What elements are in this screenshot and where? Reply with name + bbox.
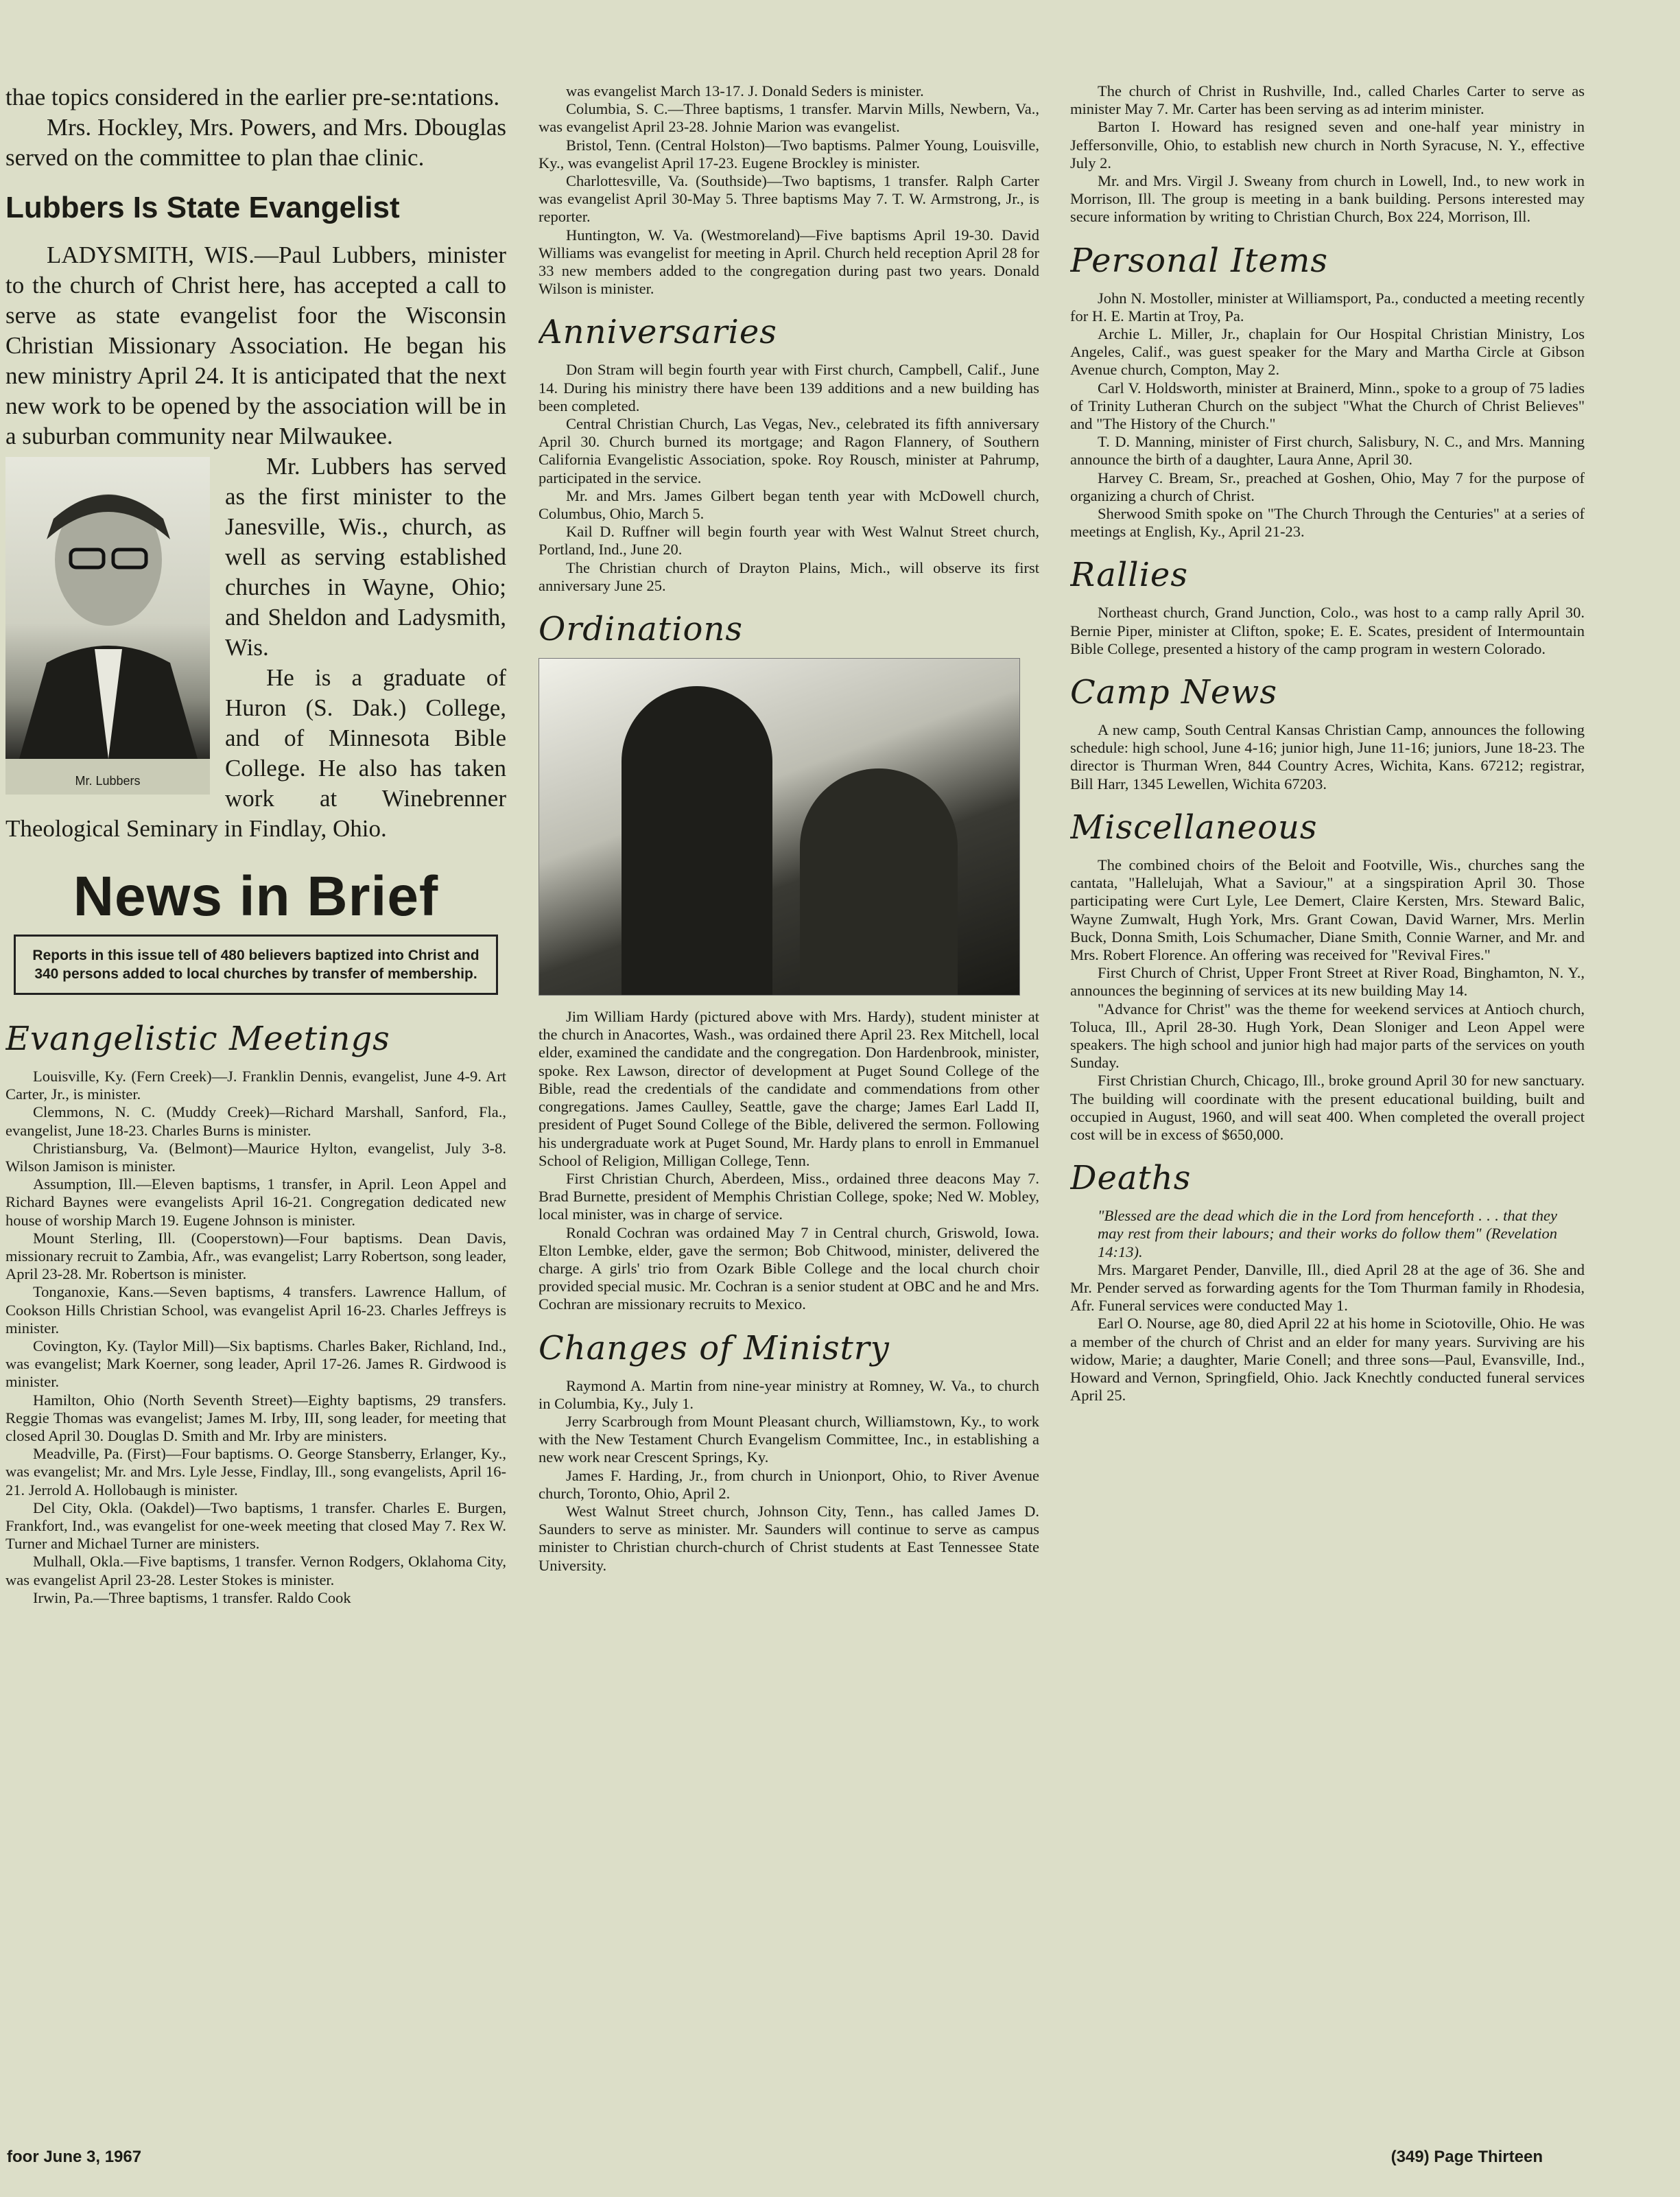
list-item: Charlottesville, Va. (Southside)—Two baptisms, 1 transfer. Ralph Carter was evangelist April 30-May 5. Three baptisms May 7. T. W. Armstrong, Jr., is reporter. <box>539 172 1039 226</box>
list-item: Carl V. Holdsworth, minister at Brainerd, Minn., spoke to a group of 75 ladies of Trinity Lutheran Church on the subject "What the Church of Christ Believes" and "The History of the Church." <box>1070 379 1585 433</box>
lubbers-paragraph-1-text: —Paul Lubbers, minister to the church of Christ here, has accepted a call to serve as state evangelist foor the Wisconsin Christian Missionary Association. He began his new ministry April 24. It is anticipated that the next new work to be opened by the association will be in a suburban community near Milwaukee. <box>5 242 506 449</box>
list-item: Jim William Hardy (pictured above with Mrs. Hardy), student minister at the church in Anacortes, Wash., was ordained there April 23. Rex Mitchell, local elder, examined the candidate and the congregation. Don Hardenbrook, minister, spoke. Rex Lawson, director of development at Puget Sound College of the Bible, read the credentials of the candidate and commendations from other congregations. James Caulley, Seattle, gave the charge; James Earl Ladd II, president of Puget Sound College of the Bible, delivered the sermon. Following his undergraduate work at Puget Sound, Mr. Hardy plans to enroll in Emmanuel School of Religion, Milligan College, Tenn. <box>539 1008 1039 1169</box>
list-item: Archie L. Miller, Jr., chaplain for Our Hospital Christian Ministry, Los Angeles, Calif., was guest speaker for the Mary and Martha Circle at Gibson Avenue church, Compton, May 2. <box>1070 325 1585 379</box>
list-item: was evangelist March 13-17. J. Donald Seders is minister. <box>566 82 924 99</box>
dateline: LADYSMITH, WIS. <box>47 242 255 268</box>
rallies-heading: Rallies <box>1070 556 1188 595</box>
list-item: Columbia, S. C.—Three baptisms, 1 transfer. Marvin Mills, Newbern, Va., was evangelist April 23-28. Johnie Marion was evangelist. <box>539 100 1039 136</box>
list-item: Sherwood Smith spoke on "The Church Through the Centuries" at a series of meetings at English, Ky., April 21-23. <box>1070 505 1585 541</box>
list-item: "Advance for Christ" was the theme for weekend services at Antioch church, Toluca, Ill., April 28-30. Hugh York, Dean Sloniger and Leon Appel were speakers. The high school and junior high had major parts of the services on youth Sunday. <box>1070 1000 1585 1072</box>
list-item: Mount Sterling, Ill. (Cooperstown)—Four baptisms. Dean Davis, missionary recruit to Zambia, Afr., was evangelist; Larry Robertson, song leader, April 23-28. Mr. Robertson is minister. <box>5 1229 506 1283</box>
list-item: Covington, Ky. (Taylor Mill)—Six baptisms. Charles Baker, Richland, Ind., was evangelist; Mark Koerner, song leader, April 17-26. James R. Girdwood is minister. <box>5 1337 506 1391</box>
committee-paragraph: Mrs. Hockley, Mrs. Powers, and Mrs. Dbouglas served on the committee to plan thae clinic. <box>5 114 506 171</box>
photo-figure <box>800 768 958 995</box>
anniversaries-heading: Anniversaries <box>539 313 777 352</box>
list-item: Huntington, W. Va. (Westmoreland)—Five baptisms April 19-30. David Williams was evangelist for meeting in April. Church held reception April 28 for 33 new members added to the congregation during past two years. Donald Wilson is minister. <box>539 226 1039 298</box>
carryover-paragraph: thae topics considered in the earlier pre-se:ntations. <box>5 84 500 110</box>
list-item: Central Christian Church, Las Vegas, Nev., celebrated its fifth anniversary April 30. Church burned its mortgage; and Ragon Flannery, of Southern California Evangelistic Association, spoke. Roy Rousch, minister at Pahrump, participated in the service. <box>539 415 1039 486</box>
deaths-heading: Deaths <box>1070 1159 1192 1198</box>
list-item: Ronald Cochran was ordained May 7 in Central church, Griswold, Iowa. Elton Lembke, elder, gave the sermon; Bob Chitwood, minister, delivered the charge. A girls' trio from Ozark Bible College and the local church choir provided special music. Mr. Cochran is a senior student at OBC and he and Mrs. Cochran are missionary recruits to Mexico. <box>539 1223 1039 1313</box>
lubbers-paragraph-1 <box>5 240 506 451</box>
lubbers-heading: Lubbers Is State Evangelist <box>5 191 400 224</box>
list-item: John N. Mostoller, minister at Williamsport, Pa., conducted a meeting recently for H. E. Martin at Troy, Pa. <box>1070 289 1585 325</box>
list-item: Northeast church, Grand Junction, Colo., was host to a camp rally April 30. Bernie Piper, minister at Clifton, spoke; E. E. Scates, president of Intermountain Bible College, presented a history of the camp program in western Colorado. <box>1070 604 1585 657</box>
list-item: The church of Christ in Rushville, Ind., called Charles Carter to serve as minister May 7. Mr. Carter has been serving as ad interim minister. <box>1070 82 1585 118</box>
list-item: Jerry Scarbrough from Mount Pleasant church, Williamstown, Ky., to work with the New Testament Church Evangelism Committee, Inc., in establishing a new work near Crescent Springs, Ky. <box>539 1412 1039 1466</box>
list-item: The combined choirs of the Beloit and Footville, Wis., churches sang the cantata, "Hallelujah, What a Saviour," at a singspiration April 30. Those participating were Curt Lyle, Lee Demert, Claire Kersten, Mrs. Steward Balic, Wayne Zumwalt, Hugh York, Mrs. Grant Cowan, David Warner, Mrs. Merlin Buck, Donna Smith, Lois Schumacher, Diane Smith, Connie Warner, and Mr. and Mrs. Robert Florence. An offering was received for "Revival Fires." <box>1070 856 1585 963</box>
list-item: Mulhall, Okla.—Five baptisms, 1 transfer. Vernon Rodgers, Oklahoma City, was evangelist April 23-28. Lester Stokes is minister. <box>5 1553 506 1588</box>
portrait-image <box>5 457 210 759</box>
changes-heading: Changes of Ministry <box>539 1328 890 1367</box>
lubbers-paragraph-2: Mr. Lubbers has served as the first minister to the Janesville, Wis., church, as well as serving established churches in Wayne, Ohio; and Sheldon and Ladysmith, Wis. <box>225 453 506 661</box>
list-item: Meadville, Pa. (First)—Four baptisms. O. George Stansberry, Erlanger, Ky., was evangelist; Mr. and Mrs. Lyle Jesse, Findlay, Ill., song evangelists, April 16-21. Jerrold A. Hollobaugh is minister. <box>5 1445 506 1499</box>
footer-page-number: (349) Page Thirteen <box>1391 2148 1543 2166</box>
column-left <box>5 82 506 1607</box>
list-item: Kail D. Ruffner will begin fourth year with West Walnut Street church, Portland, Ind., June 20. <box>539 523 1039 559</box>
list-item: First Christian Church, Aberdeen, Miss., ordained three deacons May 7. Brad Burnette, president of Memphis Christian College, spoke; Ned W. Mobley, local minister, was in charge of service. <box>539 1169 1039 1223</box>
news-summary-box: Reports in this issue tell of 480 believers baptized into Christ and 340 persons added to local churches by transfer of membership. <box>14 935 498 995</box>
list-item: First Christian Church, Chicago, Ill., broke ground April 30 for new sanctuary. The building will coordinate with the present educational building, built and occupied in August, 1960, and will seat 400. When completed the overall project cost will be in excess of $650,000. <box>1070 1072 1585 1143</box>
list-item: Barton I. Howard has resigned seven and one-half year ministry in Jeffersonville, Ohio, to establish new church in North Syracuse, N. Y., effective July 2. <box>1070 118 1585 172</box>
lubbers-caption: Mr. Lubbers <box>75 774 141 788</box>
ordinations-heading: Ordinations <box>539 610 743 649</box>
column-middle <box>539 82 1039 1575</box>
evangelistic-list <box>5 1068 506 1607</box>
list-item: Del City, Okla. (Oakdel)—Two baptisms, 1 transfer. Charles E. Burgen, Frankfort, Ind., was evangelist for one-week meeting that closed May 7. Rex W. Turner and Michael Turner are ministers. <box>5 1499 506 1553</box>
list-item: James F. Harding, Jr., from church in Unionport, Ohio, to River Avenue church, Toronto, Ohio, April 2. <box>539 1466 1039 1502</box>
list-item: A new camp, South Central Kansas Christian Camp, announces the following schedule: high school, June 4-16; junior high, June 11-16; juniors, June 18-23. The director is Thurman Wren, 844 Country Acres, Wichita, Kans. 67212; registrar, Bill Harr, 1345 Lewellen, Wichita 67203. <box>1070 721 1585 792</box>
list-item: Assumption, Ill.—Eleven baptisms, 1 transfer, in April. Leon Appel and Richard Baynes were evangelists April 16-21. Congregation dedicated new house of worship March 19. Eugene Johnson is minister. <box>5 1175 506 1229</box>
list-item: Irwin, Pa.—Three baptisms, 1 transfer. Raldo Cook <box>33 1588 351 1606</box>
list-item: Tonganoxie, Kans.—Seven baptisms, 4 transfers. Lawrence Hallum, of Cookson Hills Christian School, was evangelist April 16-23. Charles Jeffreys is minister. <box>5 1283 506 1337</box>
list-item: Raymond A. Martin from nine-year ministry at Romney, W. Va., to church in Columbia, Ky., July 1. <box>539 1376 1039 1412</box>
list-item: The Christian church of Drayton Plains, Mich., will observe its first anniversary June 25. <box>539 559 1039 594</box>
list-item: Clemmons, N. C. (Muddy Creek)—Richard Marshall, Sanford, Fla., evangelist, June 18-23. Charles Burns is minister. <box>5 1103 506 1139</box>
list-item: Christiansburg, Va. (Belmont)—Maurice Hylton, evangelist, July 3-8. Wilson Jamison is minister. <box>5 1139 506 1175</box>
list-item: First Church of Christ, Upper Front Street at River Road, Binghamton, N. Y., announces the beginning of services at its new building May 14. <box>1070 964 1585 1000</box>
list-item: Louisville, Ky. (Fern Creek)—J. Franklin Dennis, evangelist, June 4-9. Art Carter, Jr., is minister. <box>5 1068 506 1103</box>
footer-date: foor June 3, 1967 <box>7 2148 142 2166</box>
camp-news-heading: Camp News <box>1070 673 1277 712</box>
list-item: T. D. Manning, minister of First church, Salisbury, N. C., and Mrs. Manning announce the birth of a daughter, Laura Anne, April 30. <box>1070 433 1585 469</box>
list-item: Bristol, Tenn. (Central Holston)—Two baptisms. Palmer Young, Louisville, Ky., was evangelist April 17-23. Eugene Brockley is minister. <box>539 136 1039 172</box>
list-item: West Walnut Street church, Johnson City, Tenn., has called James D. Saunders to serve as minister. Mr. Saunders will continue to serve as campus minister to Christian church-church of Christ students at East Tennessee State University. <box>539 1502 1039 1574</box>
list-item: Harvey C. Bream, Sr., preached at Goshen, Ohio, May 7 for the purpose of organizing a church of Christ. <box>1070 469 1585 504</box>
list-item: Hamilton, Ohio (North Seventh Street)—Eighty baptisms, 29 transfers. Reggie Thomas was evangelist; James M. Irby, III, song leader, for meeting that closed April 30. Douglas D. Smith and Mr. Irby are ministers. <box>5 1391 506 1445</box>
column-right <box>1070 82 1585 1405</box>
list-item: Mr. and Mrs. Virgil J. Sweany from church in Lowell, Ind., to new work in Morrison, Ill. The group is meeting in a bank building. Persons interested may secure information by writing to Christian Church, Box 224, Morrison, Ill. <box>1070 172 1585 226</box>
scripture-quote: "Blessed are the dead which die in the Lord from henceforth . . . that they may rest from their labours; and their works do follow them" (Revelation 14:13). <box>1098 1207 1557 1260</box>
list-item: Don Stram will begin fourth year with First church, Campbell, Calif., June 14. During his ministry there have been 139 additions and a new building has been completed. <box>539 361 1039 414</box>
list-item: Mrs. Margaret Pender, Danville, Ill., died April 28 at the age of 36. She and Mr. Pender served as forwarding agents for the Tom Thurman family in Rhodesia, Afr. Funeral services were conducted May 1. <box>1070 1260 1585 1315</box>
lubbers-paragraph-3: He is a graduate of Huron (S. Dak.) College, and of Minnesota Bible College. He also has taken work at Winebrenner Theological Seminary in Findlay, Ohio. <box>5 664 506 842</box>
photo-figure <box>622 686 772 995</box>
ordination-photo <box>539 658 1020 996</box>
list-item: Mr. and Mrs. James Gilbert began tenth year with McDowell church, Columbus, Ohio, March 5. <box>539 486 1039 523</box>
personal-heading: Personal Items <box>1070 241 1328 280</box>
news-in-brief-title: News in Brief <box>73 865 439 928</box>
list-item: Earl O. Nourse, age 80, died April 22 at his home in Sciotoville, Ohio. He was a member of the church of Christ and an elder for many years. Surviving are his widow, Marie; a daughter, Marie Conell; and three sons—Paul, Evansville, Ind., Howard and Vernon, Springfield, Ohio. Jack Knechtly conducted funeral services April 25. <box>1070 1315 1585 1405</box>
miscellaneous-heading: Miscellaneous <box>1070 808 1318 847</box>
evangelistic-heading: Evangelistic Meetings <box>5 1020 390 1058</box>
lubbers-photo <box>5 457 210 795</box>
